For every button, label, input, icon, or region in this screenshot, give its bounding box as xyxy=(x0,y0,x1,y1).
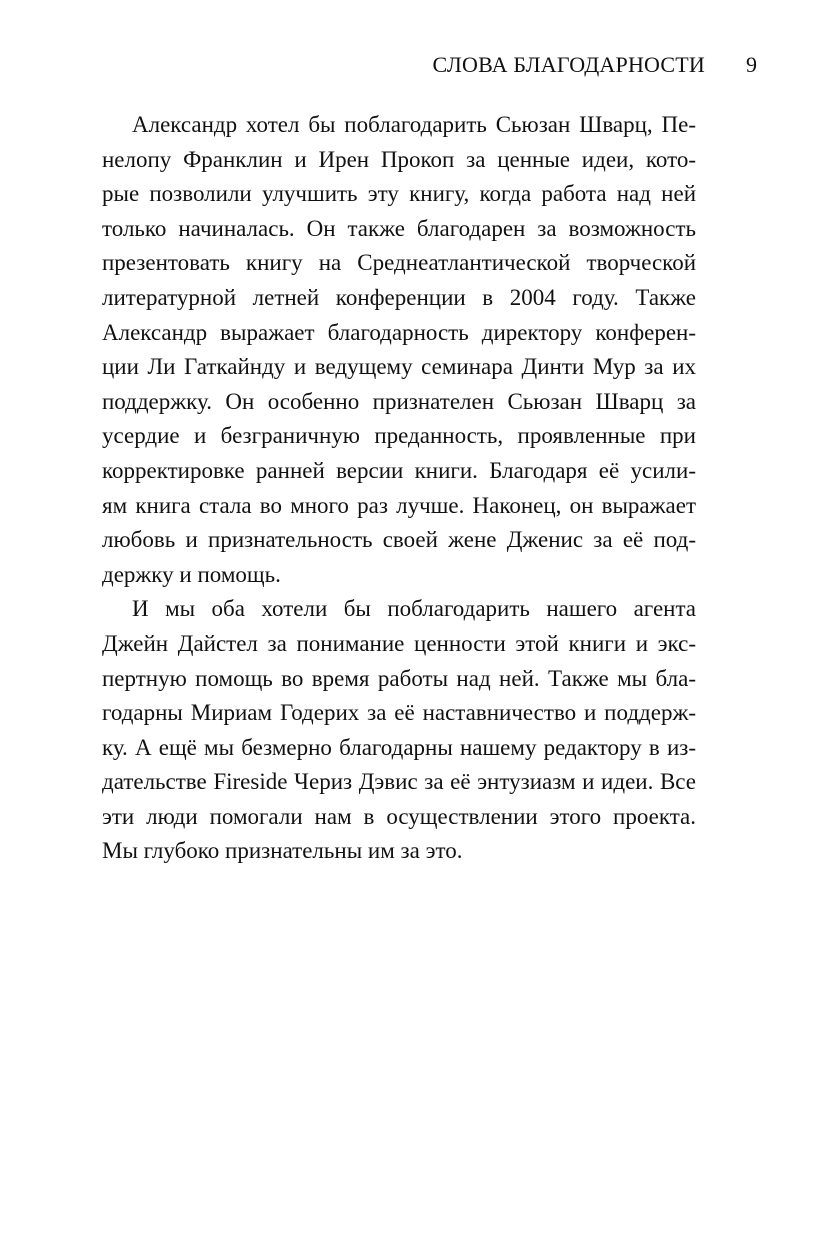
paragraph xyxy=(102,592,696,869)
text-line: годарны Мириам Годерих за её наставничество и поддерж- xyxy=(102,700,696,726)
text-line: ям книга стала во много раз лучше. Наконец, он выражает xyxy=(102,492,696,518)
text-line: литературной летней конференции в 2004 году. Также xyxy=(102,284,696,310)
text-line: любовь и признательность своей жене Дженис за её под- xyxy=(102,527,696,553)
text-line: Джейн Дайстел за понимание ценности этой книги и экс- xyxy=(102,630,696,656)
text-line: И мы оба хотели бы поблагодарить нашего агента xyxy=(132,596,696,622)
text-line: Александр выражает благодарность директору конферен- xyxy=(102,319,696,345)
text-line: нелопу Франклин и Ирен Прокоп за ценные идеи, кото- xyxy=(102,146,696,172)
body-text xyxy=(102,108,696,869)
text-line: корректировке ранней версии книги. Благодаря её усили- xyxy=(102,457,696,483)
text-line: пертную помощь во время работы над ней. Также мы бла- xyxy=(102,665,696,691)
page-number: 9 xyxy=(746,52,757,77)
text-line: поддержку. Он особенно признателен Сьюзан Шварц за xyxy=(102,388,696,414)
text-line: рые позволили улучшить эту книгу, когда работа над ней xyxy=(102,181,696,207)
text-line: эти люди помогали нам в осуществлении этого проекта. xyxy=(102,803,696,829)
paragraph xyxy=(102,108,696,592)
text-line: ции Ли Гаткайнду и ведущему семинара Динти Мур за их xyxy=(102,354,696,380)
text-line: Мы глубоко признательны им за это. xyxy=(102,838,463,864)
text-line: только начиналась. Он также благодарен за возможность xyxy=(102,215,696,241)
running-title: СЛОВА БЛАГОДАРНОСТИ xyxy=(432,52,705,77)
page-header xyxy=(0,52,827,82)
text-line: дательстве Fireside Чериз Дэвис за её энтузиазм и идеи. Все xyxy=(102,769,696,795)
text-line: усердие и безграничную преданность, проявленные при xyxy=(102,423,696,449)
text-line: презентовать книгу на Среднеатлантической творческой xyxy=(102,250,696,276)
text-line: Александр хотел бы поблагодарить Сьюзан Шварц, Пе- xyxy=(132,112,696,137)
text-line: ку. А ещё мы безмерно благодарны нашему редактору в из- xyxy=(102,734,696,760)
text-line: держку и помощь. xyxy=(102,561,281,587)
